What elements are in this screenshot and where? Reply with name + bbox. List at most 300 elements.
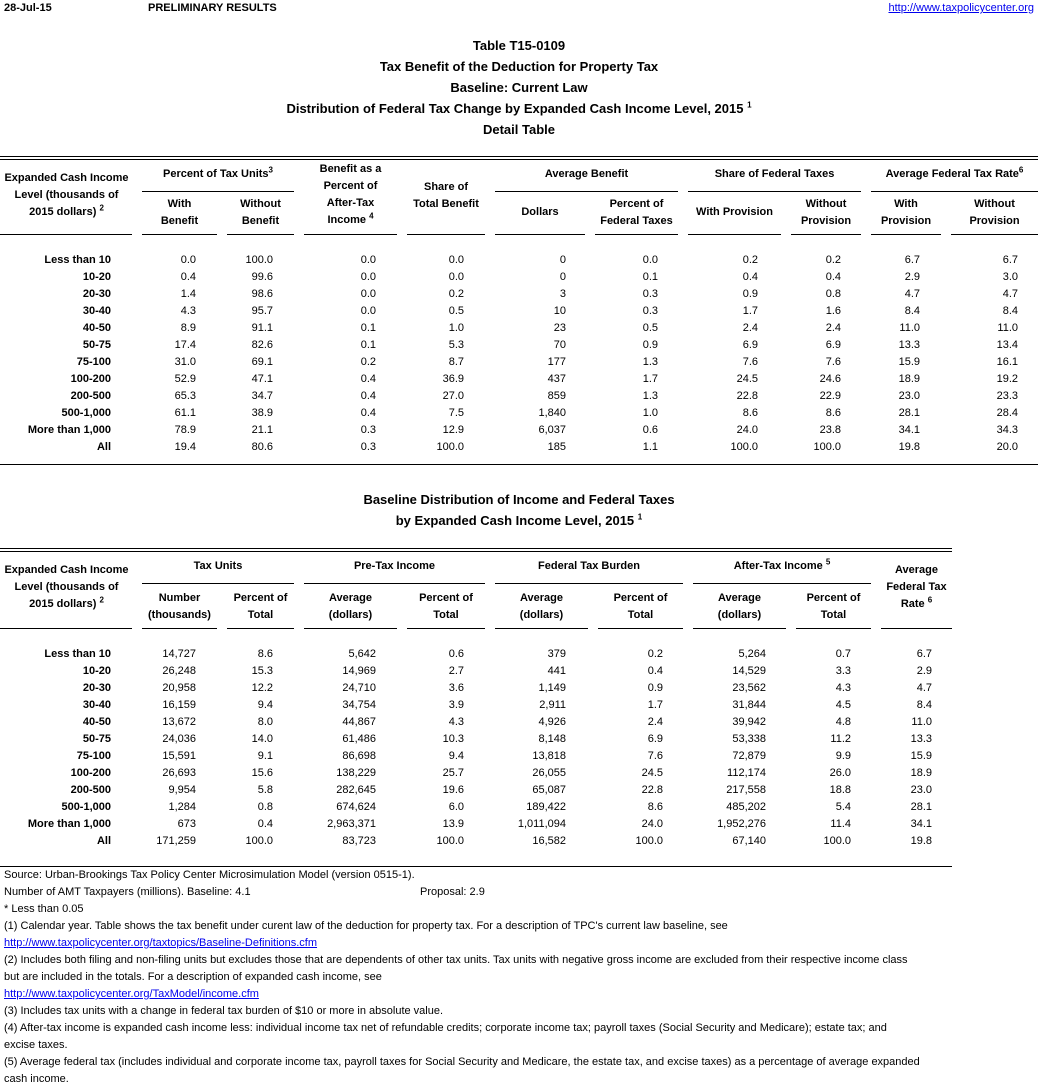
table-cell: 15.3 [251, 665, 273, 677]
table-cell: 83,723 [342, 835, 376, 847]
table-cell: 6.7 [904, 254, 920, 266]
table-cell: 0.0 [180, 254, 196, 266]
table-cell: 100.0 [245, 835, 273, 847]
table-cell: 0.3 [642, 305, 658, 317]
table-cell: 22.8 [736, 390, 758, 402]
rule [495, 191, 678, 192]
table-cell: 0.4 [180, 271, 196, 283]
table-cell: 31,844 [732, 699, 766, 711]
tpc-website-link[interactable]: http://www.taxpolicycenter.org [888, 2, 1034, 14]
income-level-label: Less than 10 [44, 254, 111, 266]
table-cell: 13.3 [910, 733, 932, 745]
table-cell: 8.6 [257, 648, 273, 660]
table2-top-rule [0, 548, 952, 552]
table-cell: 22.9 [819, 390, 841, 402]
table-cell: 26,248 [162, 665, 196, 677]
table-cell: 282,645 [336, 784, 376, 796]
footnote-1: (1) Calendar year. Table shows the tax benefit under curent law of the deduction for property tax. For a description of TPC's current law baseline, see [4, 920, 728, 932]
table-cell: 673 [177, 818, 196, 830]
rule [407, 628, 485, 629]
table-cell: 7.6 [825, 356, 841, 368]
rule [871, 234, 941, 235]
rule [791, 234, 861, 235]
table-cell: 98.6 [251, 288, 273, 300]
table-cell: 4.3 [835, 682, 851, 694]
table-cell: 1.1 [642, 441, 658, 453]
table-cell: 0.4 [742, 271, 758, 283]
without-provision-rate-header: Without Provision [969, 198, 1020, 227]
table-cell: 4.7 [916, 682, 932, 694]
footnote-5b: cash income. [4, 1073, 69, 1085]
table-cell: 8.7 [448, 356, 464, 368]
table-cell: 8.0 [257, 716, 273, 728]
table-cell: 0.3 [360, 441, 376, 453]
rule [881, 628, 952, 629]
income-level-label: 20-30 [82, 288, 111, 300]
table-cell: 100.0 [436, 441, 464, 453]
rule [495, 628, 588, 629]
table-cell: 99.6 [251, 271, 273, 283]
table-cell: 2.4 [742, 322, 758, 334]
table-cell: 0.2 [742, 254, 758, 266]
income-level-label: 30-40 [82, 699, 111, 711]
footnote-5a: (5) Average federal tax (includes individual and corporate income tax, payroll taxes for Social Security and Medicare, the estate tax, and excise taxes) as a percentage of average expanded [4, 1056, 920, 1068]
table-cell: 2,963,371 [327, 818, 376, 830]
table-cell: 12.9 [442, 424, 464, 436]
table2-title: Baseline Distribution of Income and Federal Taxes [363, 492, 675, 507]
share-fed-taxes-header: Share of Federal Taxes [714, 168, 835, 180]
pretax-pct-header: Percent of Total [419, 592, 473, 621]
table-cell: 34.3 [996, 424, 1018, 436]
rule [688, 234, 781, 235]
income-level-label: 500-1,000 [61, 407, 111, 419]
benefit-pct-header: Benefit as a Percent of After-Tax Income $^4$ [319, 163, 382, 226]
table-cell: 0.0 [448, 271, 464, 283]
table-cell: 13,818 [532, 750, 566, 762]
table-cell: 21.1 [251, 424, 273, 436]
share-total-benefit-header: Share of Total Benefit [413, 181, 479, 210]
table-cell: 8.4 [904, 305, 920, 317]
table-cell: 2.9 [916, 665, 932, 677]
table-cell: 9.9 [835, 750, 851, 762]
table-cell: 8.6 [742, 407, 758, 419]
table-cell: 44,867 [342, 716, 376, 728]
table-cell: 1,011,094 [517, 818, 566, 830]
table-row [0, 388, 1038, 405]
table-cell: 2,911 [539, 699, 566, 711]
table-cell: 0.2 [448, 288, 464, 300]
burden-avg-header: Average (dollars) [519, 592, 564, 621]
table-cell: 1.0 [448, 322, 464, 334]
table-cell: 6.9 [647, 733, 663, 745]
table-cell: 13,672 [162, 716, 196, 728]
income-level-label: 30-40 [82, 305, 111, 317]
income-level-label: 10-20 [82, 665, 111, 677]
table-row [0, 439, 1038, 456]
rule [598, 628, 683, 629]
amt-note: Number of AMT Taxpayers (millions). Baseline: 4.1 [4, 886, 251, 898]
table-cell: 379 [547, 648, 566, 660]
table-row [0, 748, 1038, 765]
table-cell: 7.5 [448, 407, 464, 419]
table-cell: 0.9 [642, 339, 658, 351]
table-cell: 0.9 [647, 682, 663, 694]
rule [595, 234, 678, 235]
income-level-label: 20-30 [82, 682, 111, 694]
table-cell: 23.0 [898, 390, 920, 402]
table-cell: 34.7 [251, 390, 273, 402]
table-cell: 8.6 [825, 407, 841, 419]
table-cell: 24.5 [641, 767, 663, 779]
table-cell: 0.2 [647, 648, 663, 660]
table-row [0, 782, 1038, 799]
table-cell: 72,879 [732, 750, 766, 762]
tax-units-header: Tax Units [193, 560, 243, 572]
table-cell: 9.4 [448, 750, 464, 762]
table-cell: 38.9 [251, 407, 273, 419]
footnote-4b: excise taxes. [4, 1039, 68, 1051]
rule [227, 234, 294, 235]
table-cell: 0.5 [642, 322, 658, 334]
table-cell: 8,148 [538, 733, 566, 745]
table-cell: 0.4 [257, 818, 273, 830]
income-level-label: 200-500 [70, 390, 111, 402]
table-cell: 185 [547, 441, 566, 453]
table-cell: 1.6 [825, 305, 841, 317]
table-cell: 11.4 [830, 818, 851, 830]
table-cell: 10.3 [442, 733, 464, 745]
table-cell: 61,486 [342, 733, 376, 745]
table-cell: 4.5 [835, 699, 851, 711]
rule [495, 583, 683, 584]
table-cell: 9.1 [257, 750, 273, 762]
rule [304, 234, 397, 235]
table-cell: 0 [559, 254, 566, 266]
burden-pct-header: Percent of Total [613, 592, 668, 621]
table-cell: 189,422 [526, 801, 566, 813]
table-cell: 0.4 [825, 271, 841, 283]
table-cell: 0.4 [360, 407, 376, 419]
table-cell: 5,642 [348, 648, 376, 660]
table-cell: 82.6 [251, 339, 273, 351]
table-cell: 1,149 [538, 682, 566, 694]
table-cell: 53,338 [732, 733, 766, 745]
table-cell: 0.9 [742, 288, 758, 300]
table-cell: 16.1 [996, 356, 1018, 368]
table-cell: 19.6 [442, 784, 464, 796]
table-cell: 15.9 [910, 750, 932, 762]
table-cell: 13.9 [442, 818, 464, 830]
table-cell: 39,942 [732, 716, 766, 728]
rule [0, 628, 132, 629]
table-cell: 859 [547, 390, 566, 402]
table-cell: 19.8 [910, 835, 932, 847]
table-cell: 12.2 [251, 682, 273, 694]
aftertax-pct-header: Percent of Total [806, 592, 861, 621]
table-cell: 34.1 [898, 424, 920, 436]
table-cell: 0.1 [360, 322, 376, 334]
source-note: Source: Urban-Brookings Tax Policy Center Microsimulation Model (version 0515-1). [4, 869, 415, 881]
table-cell: 24,036 [162, 733, 196, 745]
table-cell: 26,055 [532, 767, 566, 779]
table-cell: 1,952,276 [717, 818, 766, 830]
rule [304, 583, 485, 584]
table-row [0, 354, 1038, 371]
table-cell: 80.6 [251, 441, 273, 453]
rule [688, 191, 861, 192]
table-row [0, 714, 1038, 731]
table-cell: 6.9 [742, 339, 758, 351]
table-cell: 8.4 [1002, 305, 1018, 317]
income-level-label: 50-75 [82, 733, 111, 745]
dollars-header: Dollars [521, 206, 559, 218]
rule [142, 583, 294, 584]
footnote-4a: (4) After-tax income is expanded cash income less: individual income tax net of refundable credits; corporate income tax; payroll taxes (Social Security and Medicare); estate tax; and [4, 1022, 887, 1034]
table-row [0, 286, 1038, 303]
rule [227, 628, 294, 629]
table-cell: 0.0 [448, 254, 464, 266]
with-provision-share-header: With Provision [696, 206, 773, 218]
table1-bottom-rule [0, 464, 1038, 465]
table-cell: 0.0 [360, 288, 376, 300]
table-row [0, 680, 1038, 697]
table-cell: 14,529 [732, 665, 766, 677]
rule [796, 628, 871, 629]
table-cell: 437 [547, 373, 566, 385]
table-cell: 15.6 [251, 767, 273, 779]
table-cell: 8.6 [647, 801, 663, 813]
table-cell: 0.0 [360, 254, 376, 266]
table-cell: 4,926 [538, 716, 566, 728]
table-row [0, 371, 1038, 388]
table-cell: 0.6 [642, 424, 658, 436]
table-cell: 171,259 [156, 835, 196, 847]
table-cell: 485,202 [726, 801, 766, 813]
table-cell: 31.0 [174, 356, 196, 368]
rule [142, 628, 217, 629]
table-cell: 18.9 [910, 767, 932, 779]
table-cell: 34.1 [910, 818, 932, 830]
fed-tax-burden-header: Federal Tax Burden [538, 560, 640, 572]
table-cell: 1.7 [647, 699, 663, 711]
table-cell: 20.0 [996, 441, 1018, 453]
table-cell: 24.0 [641, 818, 663, 830]
table-cell: 18.9 [898, 373, 920, 385]
table-cell: 0.1 [642, 271, 658, 283]
table-cell: 91.1 [251, 322, 273, 334]
table-cell: 2.4 [825, 322, 841, 334]
rule [142, 234, 217, 235]
income-level-label: 75-100 [76, 356, 111, 368]
table-row [0, 422, 1038, 439]
table-cell: 2.9 [904, 271, 920, 283]
table-cell: 15,591 [162, 750, 196, 762]
table-cell: 0.4 [360, 390, 376, 402]
table-cell: 23.8 [819, 424, 841, 436]
income-level-label: 50-75 [82, 339, 111, 351]
table-cell: 6.9 [825, 339, 841, 351]
table-cell: 674,624 [336, 801, 376, 813]
income-level-label: 100-200 [70, 767, 111, 779]
table-cell: 8.9 [180, 322, 196, 334]
table-cell: 112,174 [727, 767, 766, 779]
table-cell: 0.2 [360, 356, 376, 368]
table-cell: 0.4 [360, 373, 376, 385]
table2-subtitle: by Expanded Cash Income Level, 2015 $^1$ [395, 512, 643, 528]
table-cell: 0 [559, 271, 566, 283]
table-cell: 5.4 [835, 801, 851, 813]
table-cell: 23.3 [996, 390, 1018, 402]
table-detail-label: Detail Table [482, 122, 555, 137]
table-cell: 441 [547, 665, 566, 677]
table-cell: 47.1 [251, 373, 273, 385]
table-cell: 19.2 [996, 373, 1018, 385]
table-cell: 69.1 [251, 356, 273, 368]
aftertax-avg-header: Average (dollars) [717, 592, 762, 621]
with-provision-rate-header: With Provision [880, 198, 932, 227]
table-cell: 24.5 [736, 373, 758, 385]
table-cell: 95.7 [251, 305, 273, 317]
table-cell: 5.3 [448, 339, 464, 351]
rule [0, 234, 132, 235]
table-cell: 78.9 [174, 424, 196, 436]
table-cell: 0.3 [360, 424, 376, 436]
table-cell: 14,727 [162, 648, 196, 660]
table-cell: 7.6 [647, 750, 663, 762]
table-cell: 138,229 [336, 767, 376, 779]
tax-units-pct-header: Percent of Total [233, 592, 288, 621]
top-bar [4, 2, 1034, 18]
without-provision-share-header: Without Provision [800, 198, 852, 227]
table-cell: 3.0 [1002, 271, 1018, 283]
table-cell: 28.4 [996, 407, 1018, 419]
income-level-label: More than 1,000 [27, 818, 111, 830]
table-cell: 36.9 [442, 373, 464, 385]
table-cell: 11.2 [830, 733, 851, 745]
table-cell: 1,284 [168, 801, 196, 813]
table-row [0, 405, 1038, 422]
table-cell: 0.7 [835, 648, 851, 660]
table-subtitle: Distribution of Federal Tax Change by Expanded Cash Income Level, 2015 $^1$ [286, 100, 752, 116]
baseline-definitions-link[interactable]: http://www.taxpolicycenter.org/taxtopics/Baseline-Definitions.cfm [4, 937, 318, 949]
table-cell: 1.4 [180, 288, 196, 300]
table-cell: 25.7 [442, 767, 464, 779]
income-level-label: 500-1,000 [61, 801, 111, 813]
table-cell: 22.8 [641, 784, 663, 796]
table-cell: 5.8 [257, 784, 273, 796]
table-cell: 1,840 [538, 407, 566, 419]
table-cell: 24.6 [819, 373, 841, 385]
table-cell: 0.8 [257, 801, 273, 813]
table-cell: 11.0 [911, 716, 932, 728]
income-level-label: 10-20 [82, 271, 111, 283]
table-row [0, 303, 1038, 320]
table-cell: 5,264 [738, 648, 766, 660]
table-cell: 67,140 [732, 835, 766, 847]
table-cell: 0.0 [360, 271, 376, 283]
table-row [0, 697, 1038, 714]
rule [407, 234, 485, 235]
table-cell: 28.1 [910, 801, 932, 813]
table-row [0, 646, 1038, 663]
income-level-label: 40-50 [82, 716, 111, 728]
table-cell: 34,754 [342, 699, 376, 711]
rule [495, 234, 585, 235]
table-cell: 19.4 [174, 441, 196, 453]
income-definition-link[interactable]: http://www.taxpolicycenter.org/TaxModel/income.cfm [4, 988, 259, 1000]
table-cell: 6,037 [538, 424, 566, 436]
less-than-note: * Less than 0.05 [4, 903, 84, 915]
income-level-label: More than 1,000 [27, 424, 111, 436]
footnote-3: (3) Includes tax units with a change in federal tax burden of $10 or more in absolute value. [4, 1005, 444, 1017]
table-cell: 15.9 [898, 356, 920, 368]
table-cell: 18.8 [829, 784, 851, 796]
table-cell: 14.0 [251, 733, 273, 745]
pct-tax-units-header: Percent of Tax Units$^3$ [163, 165, 273, 180]
table-cell: 4.7 [1002, 288, 1018, 300]
rule [142, 191, 294, 192]
table-cell: 0.6 [448, 648, 464, 660]
table-cell: 8.4 [916, 699, 932, 711]
table-cell: 9,954 [168, 784, 196, 796]
table-title: Tax Benefit of the Deduction for Property Tax [379, 59, 659, 74]
table-cell: 1.3 [642, 356, 658, 368]
income-level-label: 100-200 [70, 373, 111, 385]
table-cell: 4.3 [448, 716, 464, 728]
table-cell: 3.6 [448, 682, 464, 694]
table-cell: 1.7 [742, 305, 758, 317]
table-cell: 0.0 [642, 254, 658, 266]
table-cell: 16,582 [532, 835, 566, 847]
table-cell: 177 [547, 356, 566, 368]
table-cell: 3.3 [835, 665, 851, 677]
table-cell: 4.7 [904, 288, 920, 300]
table-cell: 52.9 [174, 373, 196, 385]
table-cell: 100.0 [245, 254, 273, 266]
table-row [0, 663, 1038, 680]
table-cell: 6.0 [448, 801, 464, 813]
table-cell: 0.4 [647, 665, 663, 677]
table-cell: 100.0 [730, 441, 758, 453]
avg-fed-tax-rate-header: Average Federal Tax Rate$^6$ [885, 165, 1024, 180]
table-cell: 26,693 [162, 767, 196, 779]
table-cell: 24,710 [342, 682, 376, 694]
income-level-label: All [96, 441, 111, 453]
footnote-2a: (2) Includes both filing and non-filing units but excludes those that are dependents of other tax units. Tax units with negative gross income are excluded from their respective income class [4, 954, 908, 966]
table-cell: 13.4 [996, 339, 1018, 351]
rule [871, 191, 1038, 192]
table-cell: 26.0 [829, 767, 851, 779]
table-cell: 14,969 [342, 665, 376, 677]
preliminary-label: PRELIMINARY RESULTS [148, 2, 277, 14]
table-cell: 23 [553, 322, 566, 334]
table-cell: 1.7 [642, 373, 658, 385]
table-cell: 100.0 [823, 835, 851, 847]
table2-income-header: Expanded Cash Income Level (thousands of 2015 dollars) $^2$ [4, 564, 129, 610]
pct-fed-taxes-header: Percent of Federal Taxes [600, 198, 673, 227]
table-cell: 100.0 [813, 441, 841, 453]
without-benefit-header: Without Benefit [240, 198, 281, 227]
income-level-label: 200-500 [70, 784, 111, 796]
table-baseline: Baseline: Current Law [450, 80, 588, 95]
table-row [0, 799, 1038, 816]
income-level-label: 40-50 [82, 322, 111, 334]
table-row [0, 816, 1038, 833]
table-cell: 9.4 [257, 699, 273, 711]
table-cell: 24.0 [736, 424, 758, 436]
table-cell: 6.7 [1002, 254, 1018, 266]
table-cell: 17.4 [174, 339, 196, 351]
